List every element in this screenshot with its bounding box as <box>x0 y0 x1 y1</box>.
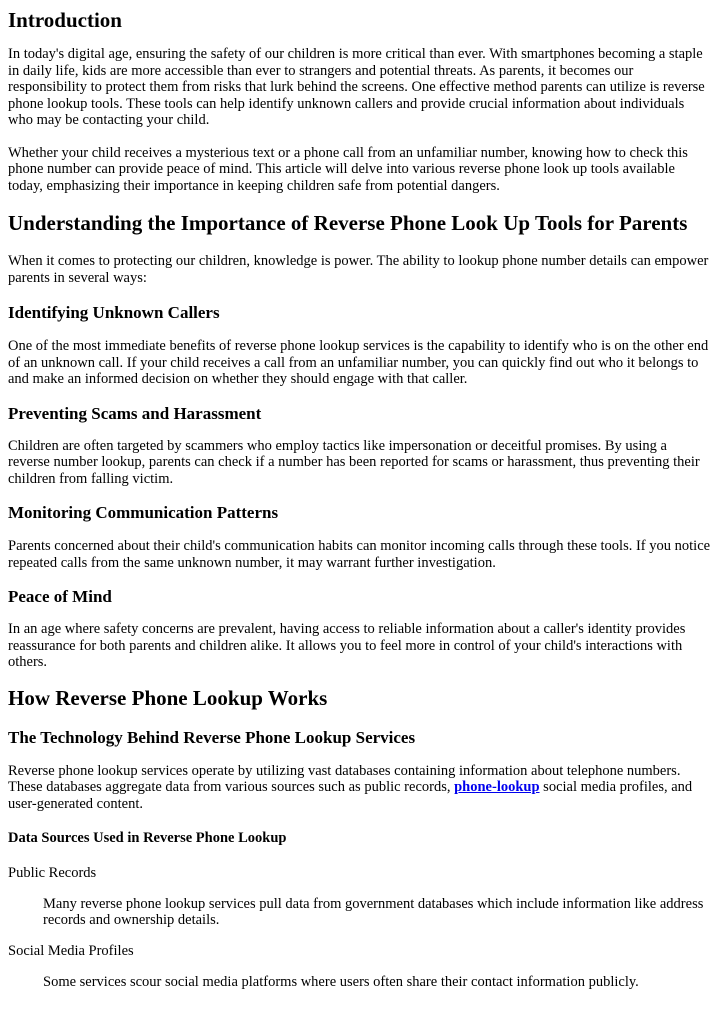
data-source-description: Some services scour social media platforms where users often share their contact information publicly. <box>43 974 639 990</box>
data-source-term: Social Media Profiles <box>8 942 134 959</box>
data-source-description: Many reverse phone lookup services pull data from government databases which include information like address records and ownership details. <box>43 895 704 928</box>
introduction-heading: Introduction <box>8 8 122 32</box>
peace-of-mind-paragraph: In an age where safety concerns are prevalent, having access to reliable information about a caller's identity provides reassurance for both parents and children alike. It allows you to feel more in control of your child's interactions with others. <box>8 621 686 670</box>
technology-text-before-link: Reverse phone lookup services operate by utilizing vast databases containing information about telephone numbers. These databases aggregate data from various sources such as public records, <box>8 762 681 795</box>
importance-heading: Understanding the Importance of Reverse Phone Look Up Tools for Parents <box>8 211 688 235</box>
technology-paragraph <box>8 763 712 813</box>
data-source-term: Public Records <box>8 865 97 881</box>
article <box>0 7 720 991</box>
monitoring-patterns-paragraph: Parents concerned about their child's communication habits can monitor incoming calls through these tools. If you notice repeated calls from the same unknown number, it may warrant further investigation. <box>8 538 711 571</box>
technology-heading: The Technology Behind Reverse Phone Lookup Services <box>8 727 416 747</box>
monitoring-patterns-heading: Monitoring Communication Patterns <box>8 503 279 522</box>
importance-paragraph: When it comes to protecting our children, knowledge is power. The ability to lookup phone number details can empower parents in several ways: <box>8 253 709 286</box>
introduction-paragraph-1: In today's digital age, ensuring the safety of our children is more critical than ever. With smartphones becoming a staple in daily life, kids are more accessible than ever to strangers and potential threats. As parents, it becomes our responsibility to protect them from risks that lurk behind the screens. One effective method parents can utilize is reverse phone lookup tools. These tools can help identify unknown callers and provide crucial information about individuals who may be contacting your child. <box>8 46 705 128</box>
phone-lookup-link[interactable]: phone-lookup <box>454 779 540 795</box>
data-sources-list <box>8 865 712 991</box>
how-it-works-heading: How Reverse Phone Lookup Works <box>8 685 328 710</box>
peace-of-mind-heading: Peace of Mind <box>8 587 112 606</box>
data-sources-heading: Data Sources Used in Reverse Phone Lookup <box>8 830 287 846</box>
preventing-scams-heading: Preventing Scams and Harassment <box>8 403 262 423</box>
identifying-callers-heading: Identifying Unknown Callers <box>8 303 220 322</box>
technology-text-after-link: social media profiles, and user-generated content. <box>8 779 693 812</box>
identifying-callers-paragraph: One of the most immediate benefits of reverse phone lookup services is the capability to identify who is on the other end of an unknown call. If your child receives a call from an unfamiliar number, you can quickly find out who it belongs to and make an informed decision on whether they should engage with that caller. <box>8 338 709 387</box>
preventing-scams-paragraph: Children are often targeted by scammers who employ tactics like impersonation or deceitful promises. By using a reverse number lookup, parents can check if a number has been reported for scams or harassment, thus preventing their children from falling victim. <box>8 437 700 487</box>
introduction-paragraph-2: Whether your child receives a mysterious text or a phone call from an unfamiliar number, knowing how to check this phone number can provide peace of mind. This article will delve into various reverse phone look up tools available today, emphasizing their importance in keeping children safe from potential dangers. <box>8 144 688 194</box>
